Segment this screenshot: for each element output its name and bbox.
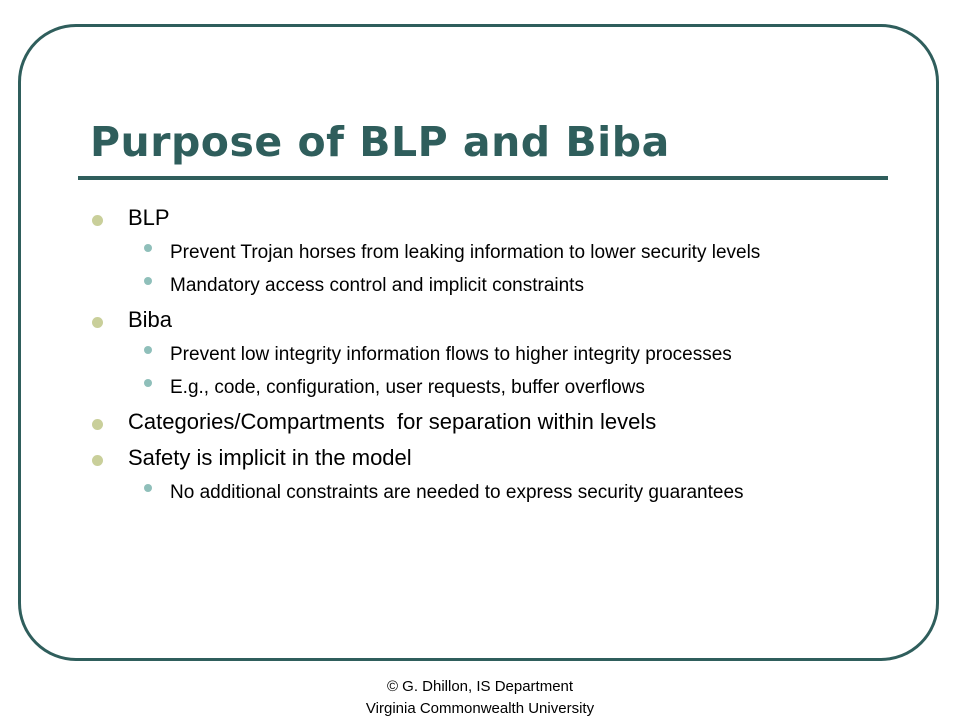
sub-bullet-list	[90, 240, 860, 298]
sub-bullet	[90, 273, 860, 298]
sub-bullet-list	[90, 480, 860, 505]
bullet-text: Biba	[128, 307, 173, 332]
bullet-blp	[90, 204, 860, 232]
bullet-dot-icon	[92, 419, 103, 430]
sub-bullet-dot-icon	[144, 379, 152, 387]
bullet-biba	[90, 306, 860, 334]
slide-content	[90, 204, 860, 513]
bullet-safety	[90, 444, 860, 472]
sub-bullet-dot-icon	[144, 277, 152, 285]
sub-bullet-dot-icon	[144, 244, 152, 252]
bullet-categories	[90, 408, 860, 436]
sub-bullet-text: Mandatory access control and implicit constraints	[170, 275, 584, 296]
bullet-text: Categories/Compartments for separation within levels	[128, 409, 657, 434]
sub-bullet-dot-icon	[144, 346, 152, 354]
slide-title: Purpose of BLP and Biba	[90, 118, 670, 166]
sub-bullet-text: Prevent low integrity information flows to higher integrity processes	[170, 344, 732, 365]
bullet-text: BLP	[128, 205, 170, 230]
footer-institution: Virginia Commonwealth University	[365, 700, 595, 717]
footer-copyright: © G. Dhillon, IS Department	[386, 678, 574, 695]
bullet-dot-icon	[92, 215, 103, 226]
sub-bullet-dot-icon	[144, 484, 152, 492]
title-underline	[78, 176, 888, 180]
sub-bullet	[90, 342, 860, 367]
sub-bullet-text: E.g., code, configuration, user requests, buffer overflows	[170, 377, 645, 398]
bullet-dot-icon	[92, 317, 103, 328]
bullet-dot-icon	[92, 455, 103, 466]
slide-footer	[0, 676, 960, 720]
sub-bullet-list	[90, 342, 860, 400]
sub-bullet	[90, 375, 860, 400]
sub-bullet	[90, 240, 860, 265]
sub-bullet-text: Prevent Trojan horses from leaking information to lower security levels	[170, 242, 761, 263]
sub-bullet	[90, 480, 860, 505]
sub-bullet-text: No additional constraints are needed to express security guarantees	[170, 482, 744, 503]
bullet-text: Safety is implicit in the model	[128, 445, 412, 470]
